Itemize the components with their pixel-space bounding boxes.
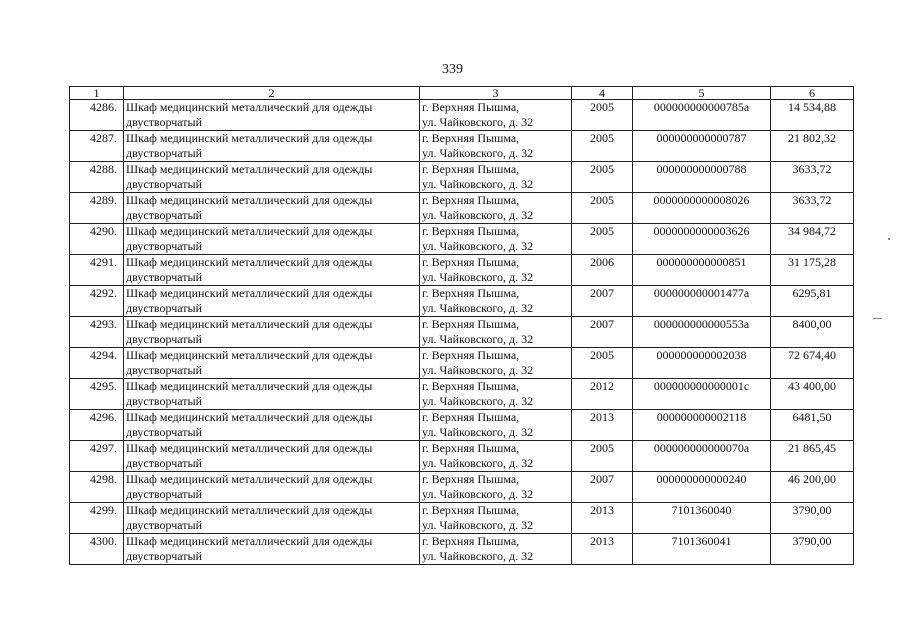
inventory-code-text: 000000000000240 xyxy=(656,472,747,486)
item-name-text: двустворчатый xyxy=(126,394,202,408)
item-amount xyxy=(771,224,854,255)
item-address-text: г. Верхняя Пышма, xyxy=(422,503,520,517)
item-name-text: Шкаф медицинский металлический для одежды xyxy=(126,472,373,486)
item-name-text: Шкаф медицинский металлический для одежды xyxy=(126,255,373,269)
item-name-text: двустворчатый xyxy=(126,363,202,377)
item-address xyxy=(420,255,572,286)
item-address-text: г. Верхняя Пышма, xyxy=(422,193,520,207)
item-name xyxy=(124,410,420,441)
scan-mark xyxy=(888,238,890,240)
table-row xyxy=(70,503,854,534)
row-number-text: 4297. xyxy=(90,441,117,455)
item-address-text: г. Верхняя Пышма, xyxy=(422,224,520,238)
item-amount xyxy=(771,503,854,534)
row-number xyxy=(70,131,124,162)
item-address xyxy=(420,193,572,224)
item-amount-text: 72 674,40 xyxy=(788,348,836,362)
table-row xyxy=(70,534,854,565)
item-amount xyxy=(771,379,854,410)
row-number xyxy=(70,286,124,317)
item-year xyxy=(572,162,633,193)
item-name xyxy=(124,472,420,503)
item-name-text: Шкаф медицинский металлический для одежды xyxy=(126,534,373,548)
row-number-text: 4296. xyxy=(90,410,117,424)
item-year xyxy=(572,348,633,379)
inventory-code xyxy=(633,472,771,503)
item-name xyxy=(124,224,420,255)
inventory-code xyxy=(633,410,771,441)
item-amount xyxy=(771,193,854,224)
item-name xyxy=(124,162,420,193)
item-name xyxy=(124,131,420,162)
inventory-code xyxy=(633,162,771,193)
inventory-code-text: 000000000000785а xyxy=(653,100,750,114)
item-name-text: Шкаф медицинский металлический для одежды xyxy=(126,348,373,362)
item-name xyxy=(124,286,420,317)
item-address xyxy=(420,286,572,317)
inventory-code xyxy=(633,534,771,565)
row-number-text: 4300. xyxy=(90,534,117,548)
inventory-code-text: 000000000002118 xyxy=(656,410,747,424)
item-address-text: г. Верхняя Пышма, xyxy=(422,472,520,486)
item-address xyxy=(420,224,572,255)
inventory-code xyxy=(633,379,771,410)
item-amount-text: 8400,00 xyxy=(792,317,832,331)
table-row xyxy=(70,410,854,441)
item-address-text: г. Верхняя Пышма, xyxy=(422,379,520,393)
item-amount-text: 31 175,28 xyxy=(788,255,836,269)
item-name-text: Шкаф медицинский металлический для одежды xyxy=(126,317,373,331)
item-amount-text: 6481,50 xyxy=(792,410,832,424)
row-number-text: 4288. xyxy=(90,162,117,176)
item-year xyxy=(572,100,633,131)
item-address xyxy=(420,348,572,379)
item-name xyxy=(124,503,420,534)
item-name xyxy=(124,317,420,348)
item-amount xyxy=(771,472,854,503)
item-name xyxy=(124,441,420,472)
item-amount xyxy=(771,131,854,162)
item-amount-text: 6295,81 xyxy=(792,286,832,300)
item-year-text: 2013 xyxy=(590,503,614,517)
scan-mark xyxy=(873,318,882,319)
item-address-text: г. Верхняя Пышма, xyxy=(422,410,520,424)
item-name-text: Шкаф медицинский металлический для одежды xyxy=(126,131,373,145)
item-address-text: ул. Чайковского, д. 32 xyxy=(422,270,534,284)
item-amount-text: 21 865,45 xyxy=(788,441,836,455)
inventory-code xyxy=(633,255,771,286)
item-year xyxy=(572,224,633,255)
inventory-code-text: 000000000000070а xyxy=(653,441,750,455)
item-address xyxy=(420,472,572,503)
item-name-text: Шкаф медицинский металлический для одежды xyxy=(126,162,373,176)
item-year xyxy=(572,379,633,410)
item-address-text: ул. Чайковского, д. 32 xyxy=(422,363,534,377)
row-number xyxy=(70,255,124,286)
item-address-text: ул. Чайковского, д. 32 xyxy=(422,115,534,129)
item-name-text: Шкаф медицинский металлический для одежды xyxy=(126,503,373,517)
item-name xyxy=(124,255,420,286)
item-name-text: двустворчатый xyxy=(126,208,202,222)
row-number-text: 4299. xyxy=(90,503,117,517)
item-name-text: двустворчатый xyxy=(126,487,202,501)
row-number-text: 4295. xyxy=(90,379,117,393)
inventory-code xyxy=(633,317,771,348)
item-year-text: 2006 xyxy=(590,255,614,269)
row-number xyxy=(70,162,124,193)
inventory-code-text: 0000000000008026 xyxy=(653,193,750,207)
table-row xyxy=(70,162,854,193)
row-number xyxy=(70,534,124,565)
item-name xyxy=(124,348,420,379)
item-name-text: двустворчатый xyxy=(126,177,202,191)
inventory-code-text: 000000000000001с xyxy=(653,379,750,393)
row-number-text: 4298. xyxy=(90,472,117,486)
inventory-code xyxy=(633,224,771,255)
item-name-text: Шкаф медицинский металлический для одежды xyxy=(126,441,373,455)
item-address xyxy=(420,100,572,131)
table-row xyxy=(70,100,854,131)
item-amount-text: 3790,00 xyxy=(792,503,832,517)
table-row xyxy=(70,472,854,503)
item-year-text: 2013 xyxy=(590,410,614,424)
item-amount xyxy=(771,162,854,193)
item-name-text: двустворчатый xyxy=(126,332,202,346)
inventory-code-text: 000000000000851 xyxy=(656,255,747,269)
row-number-text: 4287. xyxy=(90,131,117,145)
table-row xyxy=(70,286,854,317)
item-year-text: 2005 xyxy=(590,100,614,114)
inventory-code xyxy=(633,286,771,317)
item-address-text: г. Верхняя Пышма, xyxy=(422,317,520,331)
item-address-text: ул. Чайковского, д. 32 xyxy=(422,487,534,501)
row-number-text: 4293. xyxy=(90,317,117,331)
item-year xyxy=(572,472,633,503)
row-number xyxy=(70,441,124,472)
column-header-1: 1 xyxy=(70,87,124,100)
inventory-code xyxy=(633,193,771,224)
item-address xyxy=(420,503,572,534)
row-number-text: 4286. xyxy=(90,100,117,114)
item-name-text: Шкаф медицинский металлический для одежды xyxy=(126,379,373,393)
item-address-text: ул. Чайковского, д. 32 xyxy=(422,425,534,439)
item-name-text: двустворчатый xyxy=(126,456,202,470)
item-year xyxy=(572,131,633,162)
item-name xyxy=(124,379,420,410)
item-address-text: ул. Чайковского, д. 32 xyxy=(422,208,534,222)
item-amount-text: 3790,00 xyxy=(792,534,832,548)
item-name-text: двустворчатый xyxy=(126,518,202,532)
item-address-text: г. Верхняя Пышма, xyxy=(422,255,520,269)
item-address xyxy=(420,534,572,565)
table-row xyxy=(70,441,854,472)
row-number xyxy=(70,224,124,255)
page-number: 339 xyxy=(442,62,463,77)
item-amount xyxy=(771,441,854,472)
item-address-text: г. Верхняя Пышма, xyxy=(422,348,520,362)
item-amount-text: 14 534,88 xyxy=(788,100,836,114)
item-address xyxy=(420,131,572,162)
inventory-code-text: 000000000000788 xyxy=(656,162,747,176)
table-row xyxy=(70,224,854,255)
item-amount-text: 46 200,00 xyxy=(788,472,836,486)
item-address xyxy=(420,410,572,441)
item-name-text: двустворчатый xyxy=(126,239,202,253)
item-name-text: Шкаф медицинский металлический для одежды xyxy=(126,193,373,207)
item-year xyxy=(572,441,633,472)
item-year xyxy=(572,503,633,534)
item-address xyxy=(420,162,572,193)
item-address-text: г. Верхняя Пышма, xyxy=(422,286,520,300)
item-year-text: 2005 xyxy=(590,131,614,145)
item-year-text: 2005 xyxy=(590,162,614,176)
row-number xyxy=(70,410,124,441)
item-name-text: Шкаф медицинский металлический для одежды xyxy=(126,410,373,424)
item-address-text: г. Верхняя Пышма, xyxy=(422,534,520,548)
item-address xyxy=(420,317,572,348)
row-number xyxy=(70,193,124,224)
inventory-code-text: 000000000000787 xyxy=(656,131,747,145)
item-name-text: двустворчатый xyxy=(126,146,202,160)
inventory-code xyxy=(633,131,771,162)
item-amount-text: 34 984,72 xyxy=(788,224,836,238)
item-address-text: ул. Чайковского, д. 32 xyxy=(422,549,534,563)
inventory-code-text: 0000000000003626 xyxy=(653,224,750,238)
inventory-table xyxy=(69,86,854,565)
item-address-text: ул. Чайковского, д. 32 xyxy=(422,301,534,315)
item-year xyxy=(572,286,633,317)
item-year xyxy=(572,317,633,348)
item-address-text: ул. Чайковского, д. 32 xyxy=(422,518,534,532)
item-address-text: г. Верхняя Пышма, xyxy=(422,131,520,145)
item-amount xyxy=(771,317,854,348)
column-header-3: 3 xyxy=(420,87,572,100)
item-name-text: двустворчатый xyxy=(126,549,202,563)
item-address-text: ул. Чайковского, д. 32 xyxy=(422,177,534,191)
item-amount xyxy=(771,100,854,131)
row-number-text: 4290. xyxy=(90,224,117,238)
item-name-text: Шкаф медицинский металлический для одежды xyxy=(126,100,373,114)
row-number-text: 4291. xyxy=(90,255,117,269)
table-row xyxy=(70,317,854,348)
item-amount-text: 3633,72 xyxy=(792,162,832,176)
row-number xyxy=(70,503,124,534)
item-address-text: г. Верхняя Пышма, xyxy=(422,162,520,176)
item-year-text: 2005 xyxy=(590,193,614,207)
item-year-text: 2013 xyxy=(590,534,614,548)
row-number-text: 4289. xyxy=(90,193,117,207)
item-year xyxy=(572,534,633,565)
row-number xyxy=(70,100,124,131)
table-row xyxy=(70,255,854,286)
item-address-text: ул. Чайковского, д. 32 xyxy=(422,146,534,160)
item-year-text: 2005 xyxy=(590,348,614,362)
item-address-text: ул. Чайковского, д. 32 xyxy=(422,394,534,408)
item-amount-text: 3633,72 xyxy=(792,193,832,207)
item-amount xyxy=(771,410,854,441)
inventory-code xyxy=(633,100,771,131)
item-address xyxy=(420,441,572,472)
inventory-code xyxy=(633,348,771,379)
inventory-code-text: 000000000000553а xyxy=(653,317,750,331)
item-year xyxy=(572,255,633,286)
item-year-text: 2005 xyxy=(590,224,614,238)
table-row xyxy=(70,348,854,379)
header-row xyxy=(70,87,854,100)
inventory-code-text: 7101360041 xyxy=(671,534,732,548)
column-header-6: 6 xyxy=(771,87,854,100)
row-number-text: 4294. xyxy=(90,348,117,362)
table-row xyxy=(70,193,854,224)
item-name-text: двустворчатый xyxy=(126,425,202,439)
column-header-5: 5 xyxy=(633,87,771,100)
row-number xyxy=(70,472,124,503)
item-address-text: ул. Чайковского, д. 32 xyxy=(422,456,534,470)
item-year xyxy=(572,410,633,441)
inventory-code-text: 000000000001477а xyxy=(653,286,750,300)
item-amount xyxy=(771,286,854,317)
item-year-text: 2005 xyxy=(590,441,614,455)
item-amount xyxy=(771,255,854,286)
item-address-text: г. Верхняя Пышма, xyxy=(422,100,520,114)
item-address-text: ул. Чайковского, д. 32 xyxy=(422,332,534,346)
item-year-text: 2012 xyxy=(590,379,614,393)
item-name xyxy=(124,100,420,131)
inventory-code xyxy=(633,441,771,472)
item-name-text: двустворчатый xyxy=(126,301,202,315)
table-row xyxy=(70,131,854,162)
inventory-code xyxy=(633,503,771,534)
column-header-2: 2 xyxy=(124,87,420,100)
table-row xyxy=(70,379,854,410)
item-amount xyxy=(771,534,854,565)
row-number xyxy=(70,348,124,379)
item-name-text: Шкаф медицинский металлический для одежды xyxy=(126,224,373,238)
column-header-4: 4 xyxy=(572,87,633,100)
item-name-text: Шкаф медицинский металлический для одежды xyxy=(126,286,373,300)
item-amount xyxy=(771,348,854,379)
row-number-text: 4292. xyxy=(90,286,117,300)
row-number xyxy=(70,379,124,410)
row-number xyxy=(70,317,124,348)
item-year-text: 2007 xyxy=(590,472,614,486)
item-year xyxy=(572,193,633,224)
item-year-text: 2007 xyxy=(590,317,614,331)
item-amount-text: 43 400,00 xyxy=(788,379,836,393)
inventory-code-text: 000000000002038 xyxy=(656,348,747,362)
item-name-text: двустворчатый xyxy=(126,115,202,129)
inventory-code-text: 7101360040 xyxy=(671,503,732,517)
item-name-text: двустворчатый xyxy=(126,270,202,284)
item-year-text: 2007 xyxy=(590,286,614,300)
item-address-text: г. Верхняя Пышма, xyxy=(422,441,520,455)
item-name xyxy=(124,193,420,224)
item-amount-text: 21 802,32 xyxy=(788,131,836,145)
item-address xyxy=(420,379,572,410)
item-address-text: ул. Чайковского, д. 32 xyxy=(422,239,534,253)
item-name xyxy=(124,534,420,565)
